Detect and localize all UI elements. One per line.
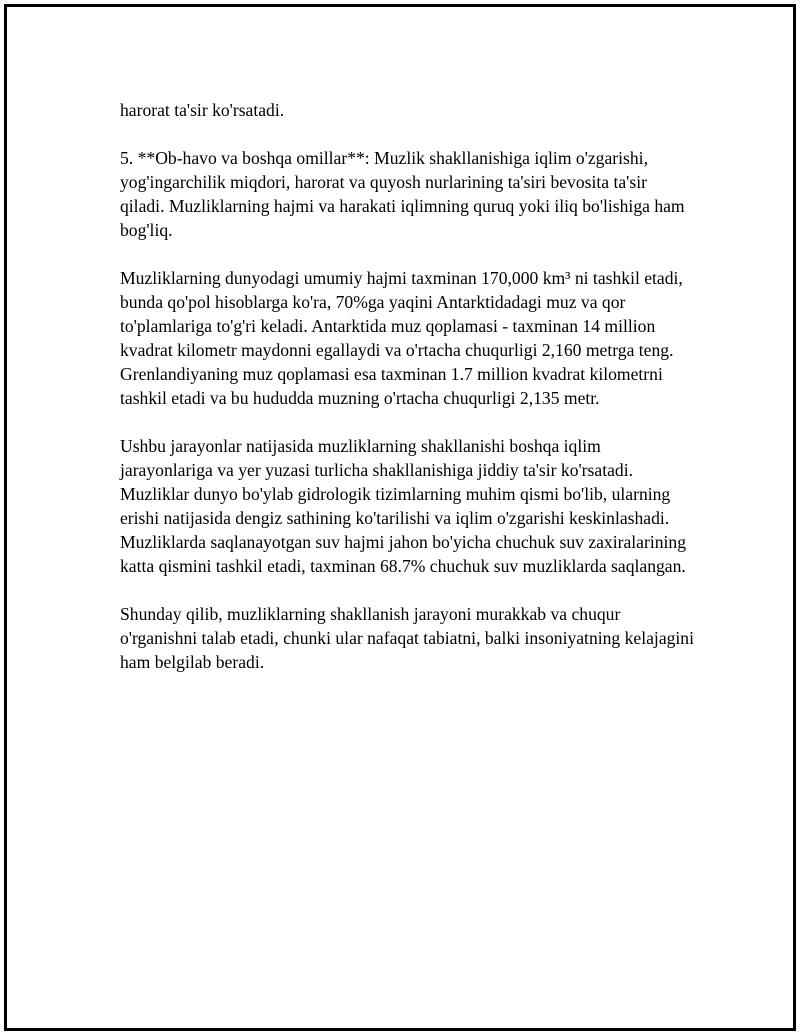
- paragraph-weather-factors: 5. **Ob-havo va boshqa omillar**: Muzlik shakllanishiga iqlim o'zgarishi, yog'ingarchilik miqdori, harorat va quyosh nurlarining ta'siri bevosita ta'sir qiladi. Muzliklarning hajmi va harakati iqlimning quruq yoki iliq bo'lishiga ham bog'liq.: [120, 148, 685, 240]
- paragraph-climate-impact: Ushbu jarayonlar natijasida muzliklarning shakllanishi boshqa iqlim jarayonlariga va yer yuzasi turlicha shakllanishiga jiddiy ta'sir ko'rsatadi. Muzliklar dunyo bo'ylab gidrologik tizimlarning muhim qismi bo'lib, ularning erishi natijasida dengiz sathining ko'tarilishi va iqlim o'zgarishi keskinlashadi. Muzliklarda saqlanayotgan suv hajmi jahon bo'yicha chuchuk suv zaxiralarining katta qismini tashkil etadi, taxminan 68.7% chuchuk suv muzliklarda saqlangan.: [120, 436, 687, 576]
- page-frame: [4, 4, 796, 1031]
- document-body: [120, 98, 695, 674]
- paragraph-conclusion: Shunday qilib, muzliklarning shakllanish jarayoni murakkab va chuqur o'rganishni talab etadi, chunki ular nafaqat tabiatni, balki insoniyatning kelajagini ham belgilab beradi.: [120, 604, 694, 672]
- paragraph-global-volume: Muzliklarning dunyodagi umumiy hajmi taxminan 170,000 km³ ni tashkil etadi, bunda qo'pol hisoblarga ko'ra, 70%ga yaqini Antarktidadagi muz va qor to'plamlariga to'g'ri keladi. Antarktida muz qoplamasi - taxminan 14 million kvadrat kilometr maydonni egallaydi va o'rtacha chuqurligi 2,160 metrga teng. Grenlandiyaning muz qoplamasi esa taxminan 1.7 million kvadrat kilometrni tashkil etadi va bu hududda muzning o'rtacha chuqurligi 2,135 metr.: [120, 268, 683, 408]
- paragraph-continuation: harorat ta'sir ko'rsatadi.: [120, 100, 285, 120]
